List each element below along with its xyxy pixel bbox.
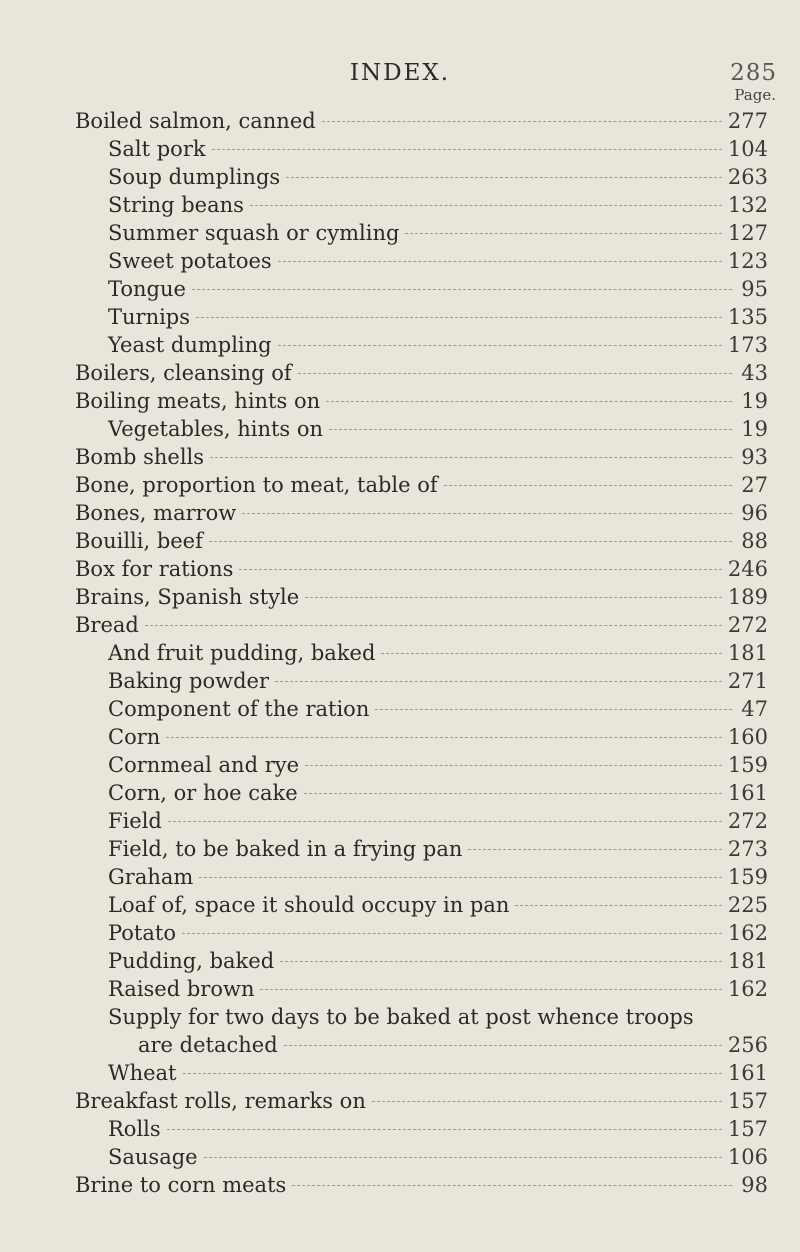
dot-leader bbox=[292, 1185, 732, 1186]
entry-label: Corn, or hoe cake bbox=[108, 781, 298, 805]
dot-leader bbox=[166, 737, 722, 738]
dot-leader bbox=[278, 345, 722, 346]
index-entry bbox=[75, 695, 768, 723]
entry-label: Yeast dumpling bbox=[108, 333, 272, 357]
entry-page-number: 189 bbox=[727, 585, 768, 609]
dot-leader bbox=[405, 233, 721, 234]
index-entry bbox=[75, 947, 768, 975]
index-entry bbox=[75, 723, 768, 751]
dot-leader bbox=[192, 289, 732, 290]
dot-leader bbox=[204, 1157, 722, 1158]
index-entry bbox=[75, 975, 768, 1003]
dot-leader bbox=[250, 205, 722, 206]
entry-page-number: 272 bbox=[727, 613, 768, 637]
dot-leader bbox=[182, 933, 722, 934]
dot-leader bbox=[305, 765, 722, 766]
entry-page-number: 271 bbox=[727, 669, 768, 693]
dot-leader bbox=[298, 373, 732, 374]
index-entry bbox=[75, 639, 768, 667]
index-entry bbox=[75, 807, 768, 835]
entry-page-number: 19 bbox=[741, 417, 768, 441]
entry-page-number: 246 bbox=[727, 557, 768, 581]
dot-leader bbox=[242, 513, 732, 514]
index-entry bbox=[75, 107, 768, 135]
entry-page-number: 272 bbox=[727, 809, 768, 833]
dot-leader bbox=[183, 1073, 722, 1074]
entry-label: Boiled salmon, canned bbox=[75, 109, 316, 133]
dot-leader bbox=[212, 149, 722, 150]
index-entry bbox=[75, 751, 768, 779]
entry-label: Turnips bbox=[108, 305, 191, 329]
entry-page-number: 160 bbox=[727, 725, 768, 749]
dot-leader bbox=[210, 457, 732, 458]
index-entry bbox=[75, 1143, 768, 1171]
entry-page-number: 277 bbox=[727, 109, 768, 133]
index-entry bbox=[75, 835, 768, 863]
dot-leader bbox=[322, 121, 722, 122]
entry-label: Graham bbox=[108, 865, 194, 889]
entry-page-number: 161 bbox=[727, 1061, 768, 1085]
entry-label: Field, to be baked in a frying pan bbox=[108, 837, 463, 861]
index-entry bbox=[75, 219, 768, 247]
entry-label: Breakfast rolls, remarks on bbox=[75, 1089, 366, 1113]
dot-leader bbox=[167, 1129, 722, 1130]
index-entry bbox=[75, 471, 768, 499]
index-entry bbox=[75, 331, 768, 359]
running-head: INDEX. bbox=[349, 60, 451, 86]
entry-page-number: 19 bbox=[741, 389, 768, 413]
entry-label: Bouilli, beef bbox=[75, 529, 203, 553]
entry-label: Brains, Spanish style bbox=[75, 585, 300, 609]
dot-leader bbox=[444, 485, 732, 486]
entry-page-number: 162 bbox=[727, 921, 768, 945]
index-entry bbox=[75, 443, 768, 471]
index-entry bbox=[75, 1031, 768, 1059]
index-entry bbox=[75, 1171, 768, 1199]
entry-page-number: 159 bbox=[727, 865, 768, 889]
index-entry bbox=[75, 191, 768, 219]
entry-page-number: 93 bbox=[741, 445, 768, 469]
entry-label: Boiling meats, hints on bbox=[75, 389, 321, 413]
index-entry bbox=[75, 275, 768, 303]
entry-label: Rolls bbox=[108, 1117, 161, 1141]
dot-leader bbox=[286, 177, 722, 178]
entry-label: String beans bbox=[108, 193, 244, 217]
entry-page-number: 159 bbox=[727, 753, 768, 777]
dot-leader bbox=[239, 569, 722, 570]
index-entries bbox=[75, 107, 768, 1199]
dot-leader bbox=[260, 989, 721, 990]
dot-leader bbox=[196, 317, 722, 318]
dot-leader bbox=[199, 877, 722, 878]
entry-label: Component of the ration bbox=[108, 697, 370, 721]
entry-page-number: 96 bbox=[741, 501, 768, 525]
index-entry bbox=[75, 247, 768, 275]
entry-page-number: 106 bbox=[727, 1145, 768, 1169]
entry-page-number: 104 bbox=[727, 137, 768, 161]
entry-page-number: 157 bbox=[727, 1117, 768, 1141]
dot-leader bbox=[326, 401, 732, 402]
index-entry bbox=[75, 303, 768, 331]
entry-label: Sausage bbox=[108, 1145, 198, 1169]
entry-page-number: 173 bbox=[727, 333, 768, 357]
entry-label: And fruit pudding, baked bbox=[108, 641, 376, 665]
dot-leader bbox=[275, 681, 722, 682]
page-column-label: Page. bbox=[734, 86, 776, 104]
entry-label: Bones, marrow bbox=[75, 501, 237, 525]
index-entry bbox=[75, 1059, 768, 1087]
entry-label: Summer squash or cymling bbox=[108, 221, 400, 245]
entry-page-number: 27 bbox=[741, 473, 768, 497]
entry-label: are detached bbox=[138, 1033, 278, 1057]
entry-label: Brine to corn meats bbox=[75, 1173, 287, 1197]
entry-label: Loaf of, space it should occupy in pan bbox=[108, 893, 510, 917]
entry-label: Field bbox=[108, 809, 162, 833]
index-entry bbox=[75, 891, 768, 919]
entry-page-number: 273 bbox=[727, 837, 768, 861]
dot-leader bbox=[515, 905, 722, 906]
dot-leader bbox=[280, 961, 722, 962]
entry-label: Cornmeal and rye bbox=[108, 753, 300, 777]
entry-page-number: 47 bbox=[741, 697, 768, 721]
entry-label: Supply for two days to be baked at post whence troops bbox=[108, 1005, 694, 1029]
index-entry bbox=[75, 555, 768, 583]
dot-leader bbox=[209, 541, 732, 542]
index-entry bbox=[75, 667, 768, 695]
index-entry bbox=[75, 611, 768, 639]
index-entry bbox=[75, 863, 768, 891]
entry-page-number: 225 bbox=[727, 893, 768, 917]
index-entry bbox=[75, 1003, 768, 1031]
dot-leader bbox=[305, 597, 722, 598]
entry-page-number: 263 bbox=[727, 165, 768, 189]
dot-leader bbox=[372, 1101, 722, 1102]
dot-leader bbox=[304, 793, 722, 794]
entry-label: Soup dumplings bbox=[108, 165, 281, 189]
index-entry bbox=[75, 387, 768, 415]
entry-page-number: 161 bbox=[727, 781, 768, 805]
entry-page-number: 135 bbox=[727, 305, 768, 329]
dot-leader bbox=[381, 653, 721, 654]
index-entry bbox=[75, 527, 768, 555]
dot-leader bbox=[284, 1045, 722, 1046]
entry-page-number: 123 bbox=[727, 249, 768, 273]
index-entry bbox=[75, 359, 768, 387]
page-number: 285 bbox=[730, 60, 777, 86]
dot-leader bbox=[145, 625, 722, 626]
entry-label: Baking powder bbox=[108, 669, 270, 693]
entry-label: Raised brown bbox=[108, 977, 255, 1001]
entry-label: Corn bbox=[108, 725, 161, 749]
entry-page-number: 181 bbox=[727, 949, 768, 973]
dot-leader bbox=[468, 849, 722, 850]
entry-page-number: 181 bbox=[727, 641, 768, 665]
index-entry bbox=[75, 135, 768, 163]
entry-page-number: 162 bbox=[727, 977, 768, 1001]
entry-page-number: 132 bbox=[727, 193, 768, 217]
entry-label: Bread bbox=[75, 613, 139, 637]
entry-label: Sweet potatoes bbox=[108, 249, 272, 273]
entry-page-number: 95 bbox=[741, 277, 768, 301]
index-entry bbox=[75, 919, 768, 947]
index-entry bbox=[75, 499, 768, 527]
entry-label: Tongue bbox=[108, 277, 186, 301]
index-entry bbox=[75, 779, 768, 807]
entry-label: Potato bbox=[108, 921, 176, 945]
dot-leader bbox=[168, 821, 722, 822]
index-entry bbox=[75, 1087, 768, 1115]
entry-label: Vegetables, hints on bbox=[108, 417, 324, 441]
entry-page-number: 157 bbox=[727, 1089, 768, 1113]
entry-page-number: 88 bbox=[741, 529, 768, 553]
entry-page-number: 98 bbox=[741, 1173, 768, 1197]
index-entry bbox=[75, 163, 768, 191]
entry-label: Box for rations bbox=[75, 557, 234, 581]
entry-label: Wheat bbox=[108, 1061, 177, 1085]
entry-page-number: 43 bbox=[741, 361, 768, 385]
entry-label: Boilers, cleansing of bbox=[75, 361, 292, 385]
dot-leader bbox=[329, 429, 732, 430]
entry-page-number: 127 bbox=[727, 221, 768, 245]
index-entry bbox=[75, 415, 768, 443]
index-entry bbox=[75, 583, 768, 611]
entry-page-number: 256 bbox=[727, 1033, 768, 1057]
entry-label: Bone, proportion to meat, table of bbox=[75, 473, 438, 497]
index-entry bbox=[75, 1115, 768, 1143]
entry-label: Bomb shells bbox=[75, 445, 205, 469]
dot-leader bbox=[278, 261, 722, 262]
dot-leader bbox=[375, 709, 732, 710]
entry-label: Salt pork bbox=[108, 137, 206, 161]
entry-label: Pudding, baked bbox=[108, 949, 275, 973]
